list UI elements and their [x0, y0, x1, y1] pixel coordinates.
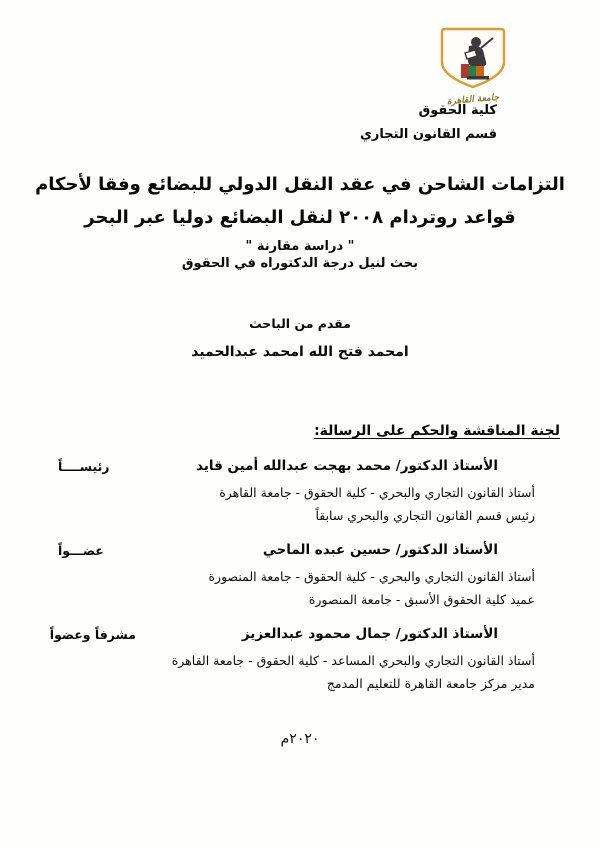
member-name-row — [40, 626, 560, 645]
member-detail: رئيس قسم القانون التجاري والبحري سابقاً — [315, 508, 535, 523]
thesis-title-line2: قواعد روتردام ٢٠٠٨ لنقل البضائع دوليا عبر البحر — [84, 207, 516, 229]
cairo-university-emblem-icon — [431, 26, 515, 90]
committee-section — [40, 423, 560, 691]
degree-statement: بحث لنيل درجة الدكتوراه في الحقوق — [181, 256, 419, 272]
member-detail: أستاذ القانون التجاري والبحري المساعد - كلية الحقوق - جامعة القاهرة — [171, 653, 535, 668]
thesis-title-block — [0, 172, 600, 271]
faculty-name: كلية الحقوق — [418, 103, 497, 118]
member-detail: أستاذ القانون التجاري والبحري - كلية الحقوق - جامعة القاهرة — [219, 485, 535, 500]
member-detail: مدير مركز جامعة القاهرة للتعليم المدمج — [326, 676, 535, 691]
member-name-row — [40, 542, 560, 561]
committee-member — [40, 542, 560, 607]
university-emblem-block — [431, 26, 515, 108]
thesis-subtitle: " دراسة مقارنة " — [245, 239, 355, 255]
member-detail: عميد كلية الحقوق الأسبق - جامعة المنصورة — [308, 592, 535, 607]
member-role: مشرفاً وعضواً — [49, 627, 136, 642]
member-role: عضـــواً — [58, 543, 104, 558]
member-role: رئيســــاً — [58, 459, 110, 474]
researcher-name: امحمد فتح الله امحمد عبدالحميد — [191, 344, 409, 360]
member-name: الأستاذ الدكتور/ حسين عبده الماحي — [262, 542, 498, 558]
committee-member — [40, 626, 560, 691]
committee-heading: لجنة المناقشة والحكم على الرسالة: — [314, 423, 560, 439]
publication-year: ٢٠٢٠م — [280, 731, 320, 747]
thesis-title-line1: التزامات الشاحن في عقد النقل الدولي للبضائع وفقا لأحكام — [35, 174, 565, 195]
member-name: الأستاذ الدكتور/ جمال محمود عبدالعزيز — [241, 626, 498, 642]
university-name-calligraphy: جامعة القاهرة — [446, 92, 500, 108]
member-name-row — [40, 458, 560, 477]
committee-member — [40, 458, 560, 523]
presenter-label: مقدم من الباحث — [249, 316, 351, 331]
presenter-block — [0, 316, 600, 360]
member-name: الأستاذ الدكتور/ محمد بهجت عبدالله أمين قايد — [196, 458, 498, 474]
member-detail: أستاذ القانون التجاري والبحري - كلية الحقوق - جامعة المنصورة — [208, 569, 535, 584]
department-name: قسم القانون التجاري — [360, 127, 497, 142]
